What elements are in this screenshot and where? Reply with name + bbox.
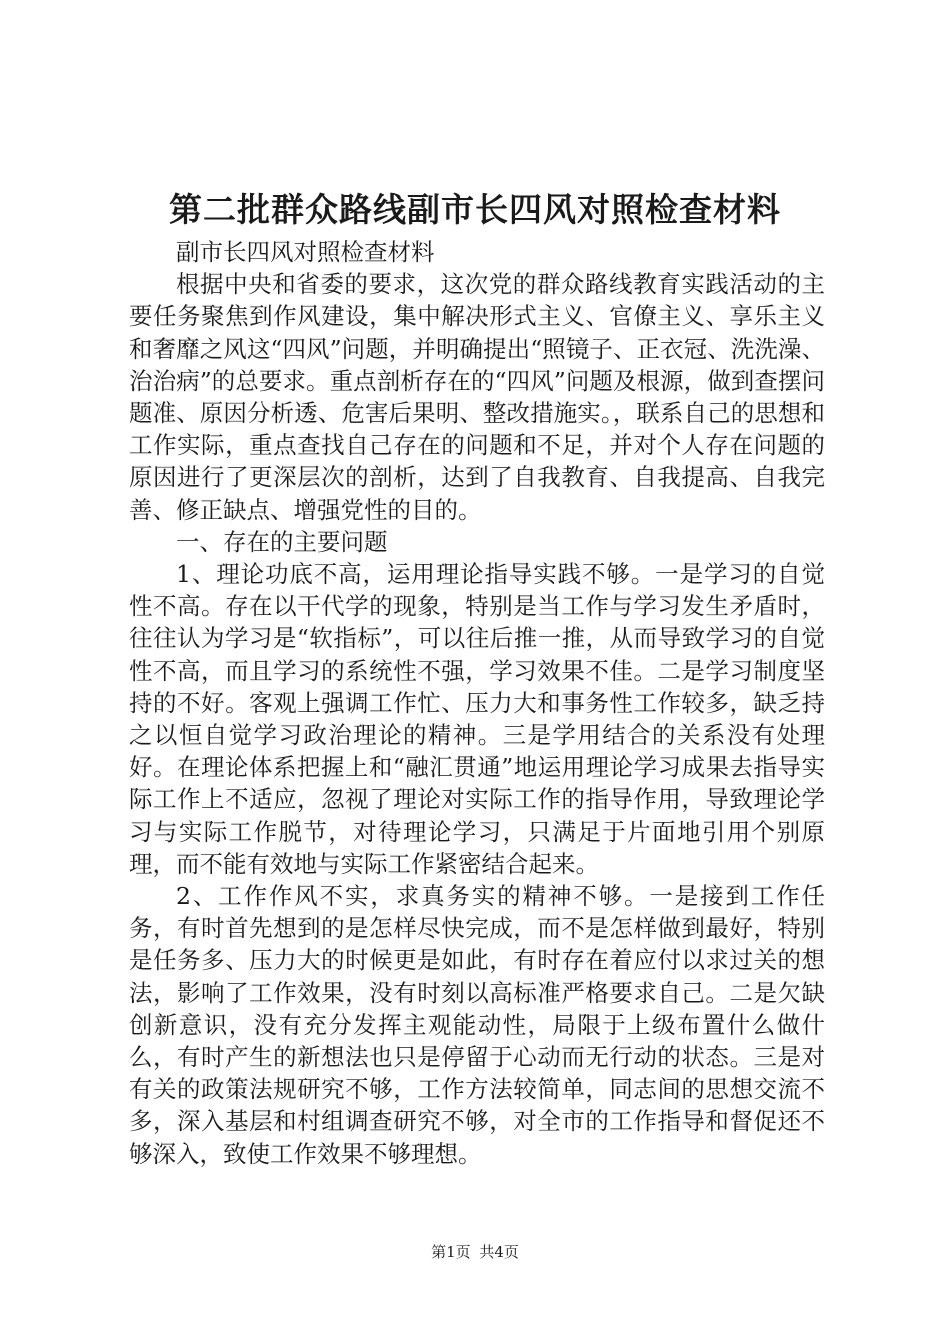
body-paragraph: 2、工作作风不实，求真务实的精神不够。一是接到工作任务，有时首先想到的是怎样尽快完成，而不是怎样做到最好，特别是任务多、压力大的时候更是如此，有时存在着应付以求过关的想法，影响了工作效果，没有时刻以高标准严格要求自己。二是欠缺创新意识，没有充分发挥主观能动性，局限于上级布置什么做什么，有时产生的新想法也只是停留于心动而无行动的状态。三是对有关的政策法规研究不够，工作方法较简单，同志间的思想交流不多，深入基层和村组调查研究不够，对全市的工作指导和督促还不够深入，致使工作效果不够理想。 (129, 882, 825, 1168)
section-heading: 一、存在的主要问题 (176, 527, 388, 556)
intro-paragraph: 根据中央和省委的要求，这次党的群众路线教育实践活动的主要任务聚焦到作风建设，集中解决形式主义、官僚主义、享乐主义和奢靡之风这“四风”问题，并明确提出“照镜子、正衣冠、洗洗澡、治治病”的总要求。重点剖析存在的“四风”问题及根源，做到查摆问题准、原因分析透、危害后果明、整改措施实。，联系自己的思想和工作实际，重点查找自己存在的问题和不足，并对个人存在问题的原因进行了更深层次的剖析，达到了自我教育、自我提高、自我完善、修正缺点、增强党性的目的。 (129, 270, 825, 524)
document-title: 第二批群众路线副市长四风对照检查材料 (169, 190, 781, 229)
body-paragraph: 1、理论功底不高，运用理论指导实践不够。一是学习的自觉性不高。存在以干代学的现象，特别是当工作与学习发生矛盾时，往往认为学习是“软指标”，可以往后推一推，从而导致学习的自觉性不高，而且学习的系统性不强，学习效果不佳。二是学习制度坚持的不好。客观上强调工作忙、压力大和事务性工作较多，缺乏持之以恒自觉学习政治理论的精神。三是学用结合的关系没有处理好。在理论体系把握上和“融汇贯通”地运用理论学习成果去指导实际工作上不适应，忽视了理论对实际工作的指导作用，导致理论学习与实际工作脱节，对待理论学习，只满足于片面地引用个别原理，而不能有效地与实际工作紧密结合起来。 (129, 560, 825, 878)
document-body (129, 236, 825, 1170)
page-total: 共4页 (479, 1243, 519, 1261)
page-number: 第1页 (431, 1243, 471, 1261)
page-footer (0, 1242, 950, 1262)
subtitle-paragraph: 副市长四风对照检查材料 (176, 238, 435, 266)
